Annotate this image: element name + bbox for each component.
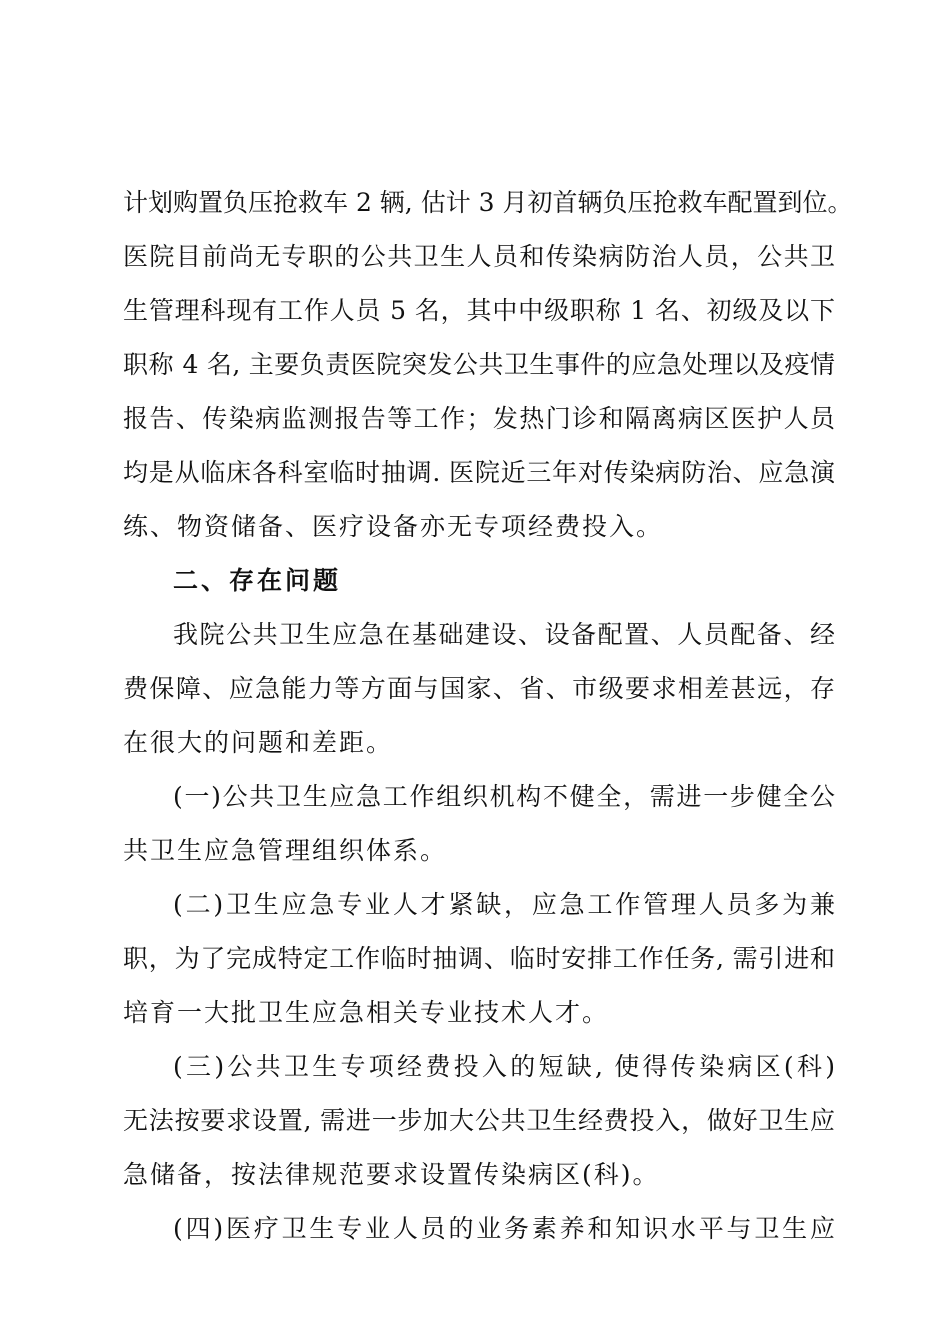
list-item-line: 职，为了完成特定工作临时抽调、临时安排工作任务, 需引进和 — [123, 944, 835, 973]
list-item-line: 无法按要求设置, 需进一步加大公共卫生经费投入，做好卫生应 — [123, 1106, 835, 1135]
list-item-line: (四)医疗卫生专业人员的业务素养和知识水平与卫生应 — [173, 1214, 835, 1243]
list-item-line: (三)公共卫生专项经费投入的短缺, 使得传染病区(科) — [173, 1052, 835, 1081]
list-item-line: (一)公共卫生应急工作组织机构不健全，需进一步健全公 — [173, 782, 835, 811]
list-item-line: (二)卫生应急专业人才紧缺，应急工作管理人员多为兼 — [173, 890, 835, 919]
list-item-line: 共卫生应急管理组织体系。 — [123, 836, 448, 865]
list-item-line: 急储备，按法律规范要求设置传染病区(科)。 — [123, 1160, 660, 1189]
paragraph-line: 练、物资储备、医疗设备亦无专项经费投入。 — [123, 512, 664, 541]
paragraph-line: 生管理科现有工作人员 5 名，其中中级职称 1 名、初级及以下 — [123, 296, 835, 325]
paragraph-line: 均是从临床各科室临时抽调. 医院近三年对传染病防治、应急演 — [123, 458, 835, 487]
paragraph-line: 报告、传染病监测报告等工作；发热门诊和隔离病区医护人员 — [123, 404, 835, 433]
paragraph-line: 我院公共卫生应急在基础建设、设备配置、人员配备、经 — [173, 620, 835, 649]
paragraph-line: 医院目前尚无专职的公共卫生人员和传染病防治人员，公共卫 — [123, 242, 835, 271]
paragraph-line: 在很大的问题和差距。 — [123, 728, 394, 757]
paragraph-line: 计划购置负压抢救车 2 辆, 估计 3 月初首辆负压抢救车配置到位。 — [123, 188, 853, 217]
paragraph-line: 费保障、应急能力等方面与国家、省、市级要求相差甚远，存 — [123, 674, 835, 703]
list-item-line: 培育一大批卫生应急相关专业技术人才。 — [123, 998, 610, 1027]
section-heading: 二、存在问题 — [173, 566, 342, 595]
paragraph-line: 职称 4 名, 主要负责医院突发公共卫生事件的应急处理以及疫情 — [123, 350, 835, 379]
